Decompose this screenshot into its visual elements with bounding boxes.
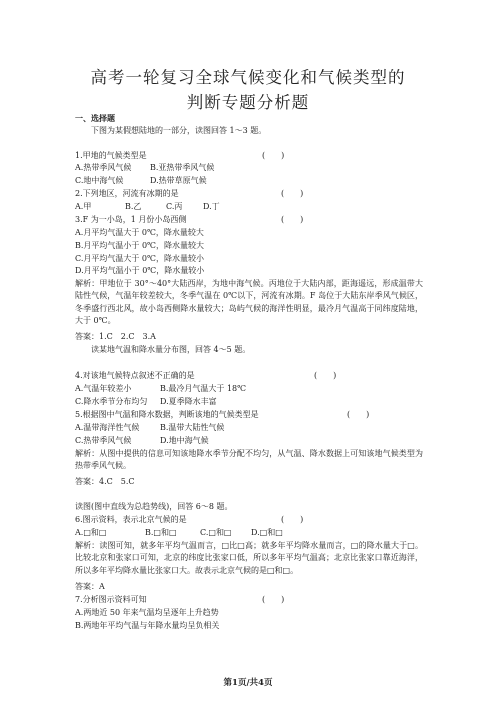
q4-option-a: A.气温年较差小 xyxy=(75,384,132,393)
q5-option-d: D.地中海气候 xyxy=(160,436,209,445)
intro-q6-8: 读图(图中直线为总趋势线)，回答 6～8 题。 xyxy=(75,502,233,511)
q7-option-a: A.两地近 50 年来气温均呈逐年上升趋势 xyxy=(75,608,219,617)
q6-option-d: D.□和□ xyxy=(251,528,283,537)
q7-option-b: B.两地年平均气温与年降水量均呈负相关 xyxy=(75,621,220,630)
q3-stem: 3.F 为一小岛，1 月份小岛西侧 xyxy=(75,215,187,224)
intro-q4-5: 读某地气温和降水量分布图，回答 4～5 题。 xyxy=(91,345,251,354)
q2-answer-paren: ( ) xyxy=(281,189,304,198)
q1-stem: 1.甲地的气候类型是 xyxy=(75,151,147,160)
q3-option-b: B.月平均气温小于 0℃，降水量较大 xyxy=(75,241,205,250)
q3-option-c: C.月平均气温大于 0℃，降水量较小 xyxy=(75,254,204,263)
analysis-q6: 解析：读图可知，就多年平均气温而言，□比□高；就多年平均降水量而言，□的降水量大于□。比较北京和张家口可知，北京的纬度比张家口低，所以多年平均气温高；北京比张家口靠近海洋，所以多年平均降水量比张家口大。故表示北京气候的是□和□。 xyxy=(75,541,423,575)
q6-stem: 6.图示资料，表示北京气候的是 xyxy=(75,515,187,524)
answer-q1-3: 答案：1.C 2.C 3.A xyxy=(75,332,156,341)
q4-answer-paren: ( ) xyxy=(314,371,337,380)
q7-stem: 7.分析图示资料可知 xyxy=(75,595,147,604)
answer-q4-5: 答案：4.C 5.C xyxy=(75,477,135,486)
q7-answer-paren: ( ) xyxy=(262,595,285,604)
q3-answer-paren: ( ) xyxy=(281,215,304,224)
q5-answer-paren: ( ) xyxy=(347,410,370,419)
document-title-line-2: 判断专题分析题 xyxy=(186,93,310,112)
q1-option-c: C.地中海气候 xyxy=(75,176,124,185)
q5-option-a: A.温带海洋性气候 xyxy=(75,423,140,432)
document-title-line-1: 高考一轮复习全球气候变化和气候类型的 xyxy=(90,68,406,87)
q3-option-a: A.月平均气温大于 0℃，降水量较大 xyxy=(75,228,204,237)
q1-option-d: D.热带草原气候 xyxy=(150,176,207,185)
q4-option-c: C.降水季节分布均匀 xyxy=(75,397,148,406)
q5-option-c: C.热带季风气候 xyxy=(75,436,132,445)
q1-option-b: B.亚热带季风气候 xyxy=(150,163,215,172)
q2-option-c: C.丙 xyxy=(166,202,183,211)
page-footer: 第1页/共4页 xyxy=(223,678,273,688)
answer-q6: 答案：A xyxy=(75,582,105,591)
q5-stem: 5.根据图中气温和降水数据，判断该地的气候类型是 xyxy=(75,410,259,419)
q6-option-a: A.□和□ xyxy=(75,528,107,537)
q6-answer-paren: ( ) xyxy=(281,515,304,524)
q1-option-a: A.热带季风气候 xyxy=(75,163,132,172)
intro-q1-3: 下图为某假想陆地的一部分，读图回答 1～3 题。 xyxy=(91,126,267,135)
q3-option-d: D.月平均气温小于 0℃，降水量较小 xyxy=(75,266,205,275)
q2-stem: 2.下列地区，河流有冰期的是 xyxy=(75,189,179,198)
analysis-q4-5: 解析：从图中提供的信息可知该地降水季节分配不均匀，从气温、降水数据上可知该地气候类型为热带季风气候。 xyxy=(75,449,423,471)
q2-option-b: B.乙 xyxy=(125,202,142,211)
q4-stem: 4.对该地气候特点叙述不正确的是 xyxy=(75,371,195,380)
q6-option-c: C.□和□ xyxy=(200,528,232,537)
analysis-q1-3: 解析：甲地位于 30°～40°大陆西岸，为地中海气候。丙地位于大陆内部，距海遥远，形成温带大陆性气候，气温年较差较大，冬季气温在 0℃以下，河流有冰期。F 岛位于大陆东岸季风气候区，冬季盛行西北风，故小岛西侧降水量较大；岛屿气候的海洋性明显，最冷月气温高于同纬度陆地，大于 0℃。 xyxy=(75,279,423,325)
q6-option-b: B.□和□ xyxy=(145,528,177,537)
q2-option-a: A.甲 xyxy=(75,202,92,211)
q4-option-d: D.夏季降水丰富 xyxy=(160,397,217,406)
q1-answer-paren: ( ) xyxy=(262,151,285,160)
section-heading: 一、选择题 xyxy=(75,113,115,123)
q5-option-b: B.温带大陆性气候 xyxy=(160,423,225,432)
q2-option-d: D.丁 xyxy=(203,202,220,211)
q4-option-b: B.最冷月气温大于 18℃ xyxy=(160,384,247,393)
